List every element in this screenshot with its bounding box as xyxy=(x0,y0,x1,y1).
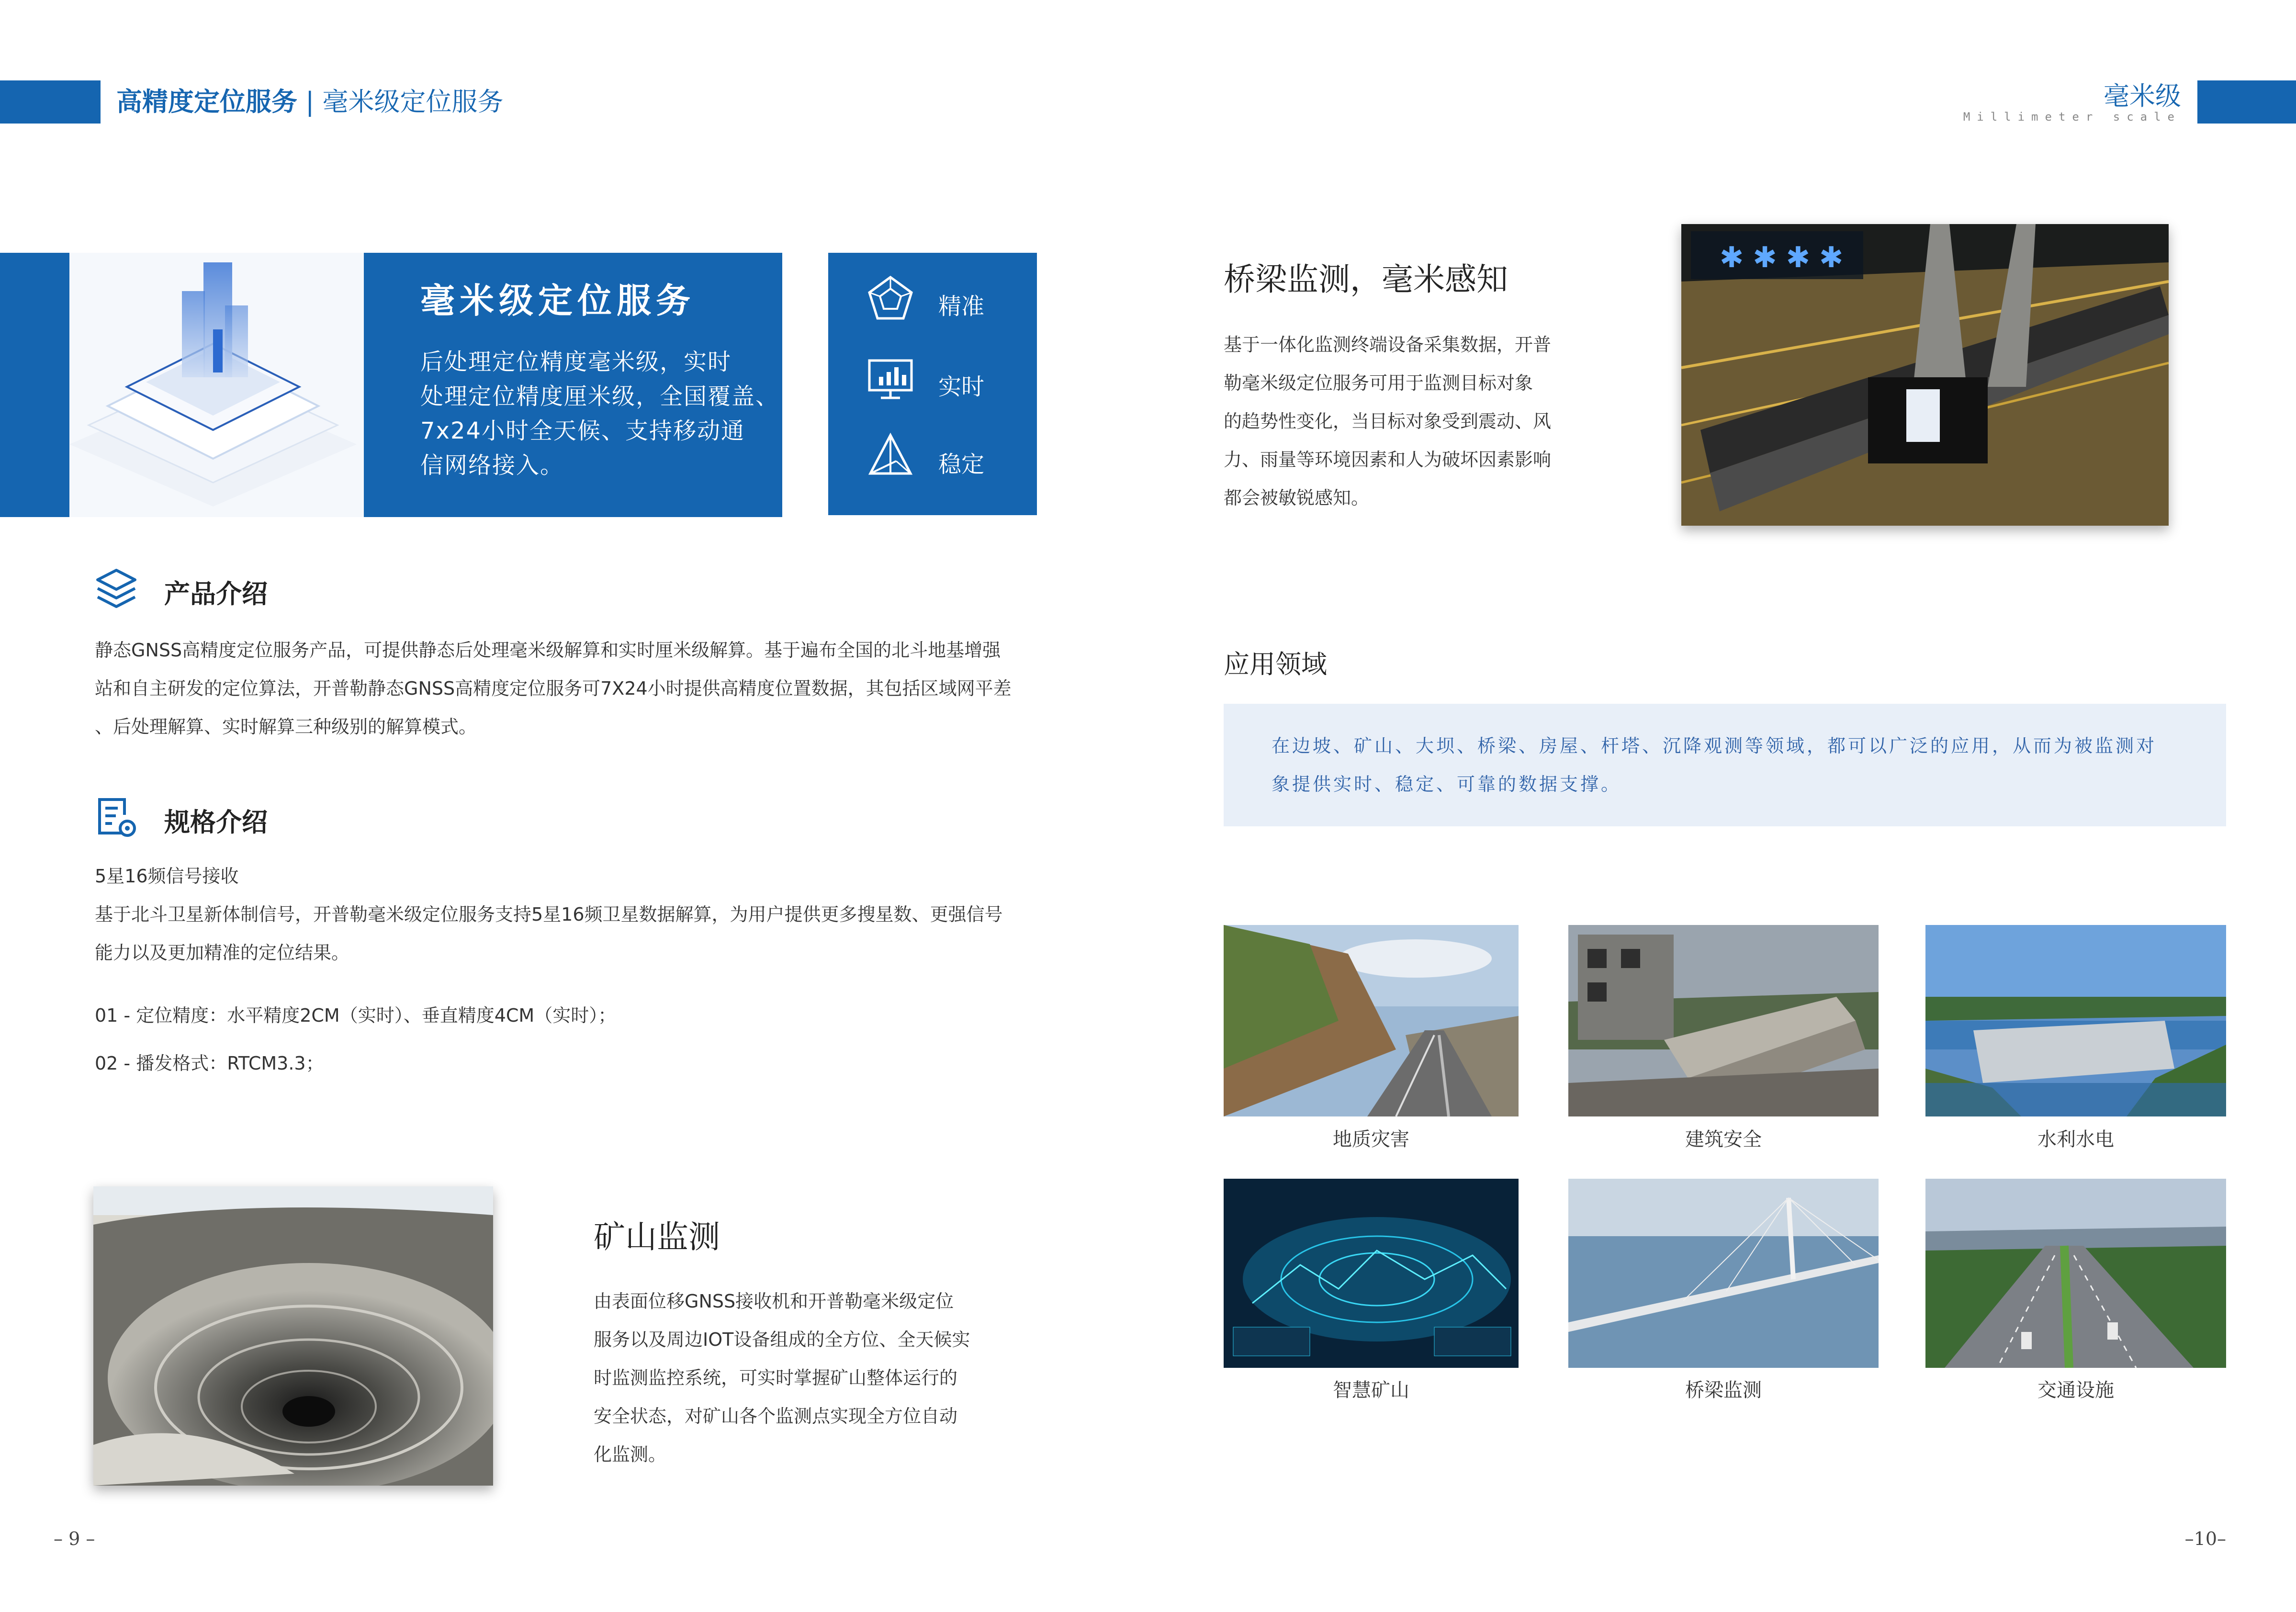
hero-platform-illustration xyxy=(69,253,364,517)
page-number-left: – 9 – xyxy=(54,1528,95,1549)
layers-icon xyxy=(95,567,138,612)
paragraph-line: 基于北斗卫星新体制信号，开普勒毫米级定位服务支持5星16频卫星数据解算，为用户提供更多搜星数、更强信号 xyxy=(95,904,1003,925)
bridge-paragraph xyxy=(1224,326,1551,517)
hero-features-box xyxy=(828,253,1037,515)
hero-desc-line: 信网络接入。 xyxy=(420,452,564,479)
spec-intro-paragraph xyxy=(95,857,1003,972)
mine-pit-photo xyxy=(93,1186,493,1486)
paragraph-line: 站和自主研发的定位算法，开普勒静态GNSS高精度定位服务可7X24小时提供高精度位置数据，其包括区域网平差 xyxy=(95,678,1012,699)
bridge-3d-render xyxy=(1681,224,2169,526)
application-heading: 应用领域 xyxy=(1224,649,1327,679)
gallery-image-smart-mine xyxy=(1224,1179,1519,1368)
paragraph-line: 服务以及周边IOT设备组成的全方位、全天候实 xyxy=(594,1329,970,1350)
header-title-separator: | xyxy=(305,87,315,117)
hero-info-box xyxy=(364,253,782,517)
pentagon-icon xyxy=(867,274,914,324)
gallery-image-water-conservancy xyxy=(1925,925,2226,1116)
paragraph-line: 在边坡、矿山、大坝、桥梁、房屋、杆塔、沉降观测等领域，都可以广泛的应用，从而为被监测对 xyxy=(1272,735,2157,756)
hero-description xyxy=(420,345,779,483)
paragraph-line: 时监测监控系统，可实时掌握矿山整体运行的 xyxy=(594,1367,958,1388)
hero-title: 毫米级定位服务 xyxy=(420,281,696,321)
gallery-caption: 交通设施 xyxy=(2037,1379,2114,1401)
application-panel xyxy=(1224,704,2226,826)
hero-desc-line: 后处理定位精度毫米级，实时 xyxy=(420,349,732,375)
paragraph-line: 静态GNSS高精度定位服务产品，可提供静态后处理毫米级解算和实时厘米级解算。基于遍布全国的北斗地基增强 xyxy=(95,640,1001,661)
paragraph-line: 基于一体化监测终端设备采集数据，开普 xyxy=(1224,334,1552,355)
gallery-caption: 地质灾害 xyxy=(1333,1128,1409,1150)
feature-label-realtime: 实时 xyxy=(938,373,985,400)
gallery-caption: 智慧矿山 xyxy=(1333,1379,1409,1401)
header-right-subtitle: Millimeter scale xyxy=(1963,110,2181,124)
feature-item xyxy=(867,432,1024,485)
gallery-image-traffic-facilities xyxy=(1925,1179,2226,1368)
paragraph-line: 由表面位移GNSS接收机和开普勒毫米级定位 xyxy=(594,1291,954,1312)
spec-item-format: 02 - 播发格式：RTCM3.3； xyxy=(95,1053,324,1074)
header-title-sub: 毫米级定位服务 xyxy=(322,87,504,117)
product-intro-heading: 产品介绍 xyxy=(164,579,268,609)
spec-item-accuracy: 01 - 定位精度：水平精度2CM（实时）、垂直精度4CM（实时）； xyxy=(95,1005,617,1026)
spec-intro-heading: 规格介绍 xyxy=(164,807,268,837)
product-intro-paragraph xyxy=(95,631,1012,746)
feature-item xyxy=(867,274,1024,327)
paragraph-line: 勒毫米级定位服务可用于监测目标对象 xyxy=(1224,372,1533,394)
hero-left-strip xyxy=(0,253,69,517)
header-title-bold: 高精度定位服务 xyxy=(116,87,297,117)
paragraph-line: 的趋势性变化，当目标对象受到震动、风 xyxy=(1224,411,1552,432)
gallery-image-building-safety xyxy=(1568,925,1879,1116)
header-left-title xyxy=(116,85,504,119)
page-number-right: –10– xyxy=(2184,1528,2226,1549)
header-right-bar xyxy=(2197,80,2296,124)
document-settings-icon xyxy=(95,796,138,841)
paragraph-line: 化监测。 xyxy=(594,1444,667,1465)
hero-desc-line: 7x24小时全天候、支持移动通 xyxy=(420,417,745,444)
paragraph-line: 力、雨量等环境因素和人为破坏因素影响 xyxy=(1224,449,1552,470)
hero-desc-line: 处理定位精度厘米级，全国覆盖、 xyxy=(420,383,780,410)
paragraph-line: 、后处理解算、实时解算三种级别的解算模式。 xyxy=(95,716,477,737)
mine-paragraph xyxy=(594,1282,970,1474)
mine-title: 矿山监测 xyxy=(594,1218,720,1255)
monitor-chart-icon xyxy=(867,355,914,405)
gallery-caption: 桥梁监测 xyxy=(1685,1379,1762,1401)
feature-item xyxy=(867,355,1024,407)
header-left-bar xyxy=(0,80,101,124)
svg-text:✱ ✱ ✱ ✱: ✱ ✱ ✱ ✱ xyxy=(1720,241,1844,274)
paragraph-line: 能力以及更加精准的定位结果。 xyxy=(95,942,350,963)
paragraph-line: 象提供实时、稳定、可靠的数据支撑。 xyxy=(1272,774,1622,795)
application-paragraph xyxy=(1272,727,2157,803)
gallery-caption: 建筑安全 xyxy=(1685,1128,1762,1150)
paragraph-line: 5星16频信号接收 xyxy=(95,866,239,887)
pyramid-icon xyxy=(867,432,914,482)
bridge-title: 桥梁监测，毫米感知 xyxy=(1224,261,1508,298)
gallery-caption: 水利水电 xyxy=(2037,1128,2114,1150)
gallery-image-bridge-monitoring xyxy=(1568,1179,1879,1368)
header-right-title: 毫米级 xyxy=(2104,81,2181,111)
paragraph-line: 安全状态，对矿山各个监测点实现全方位自动 xyxy=(594,1406,958,1427)
paragraph-line: 都会被敏锐感知。 xyxy=(1224,487,1370,508)
gallery-image-geological-hazard xyxy=(1224,925,1519,1116)
feature-label-stable: 稳定 xyxy=(938,451,985,478)
feature-label-precise: 精准 xyxy=(938,293,985,320)
